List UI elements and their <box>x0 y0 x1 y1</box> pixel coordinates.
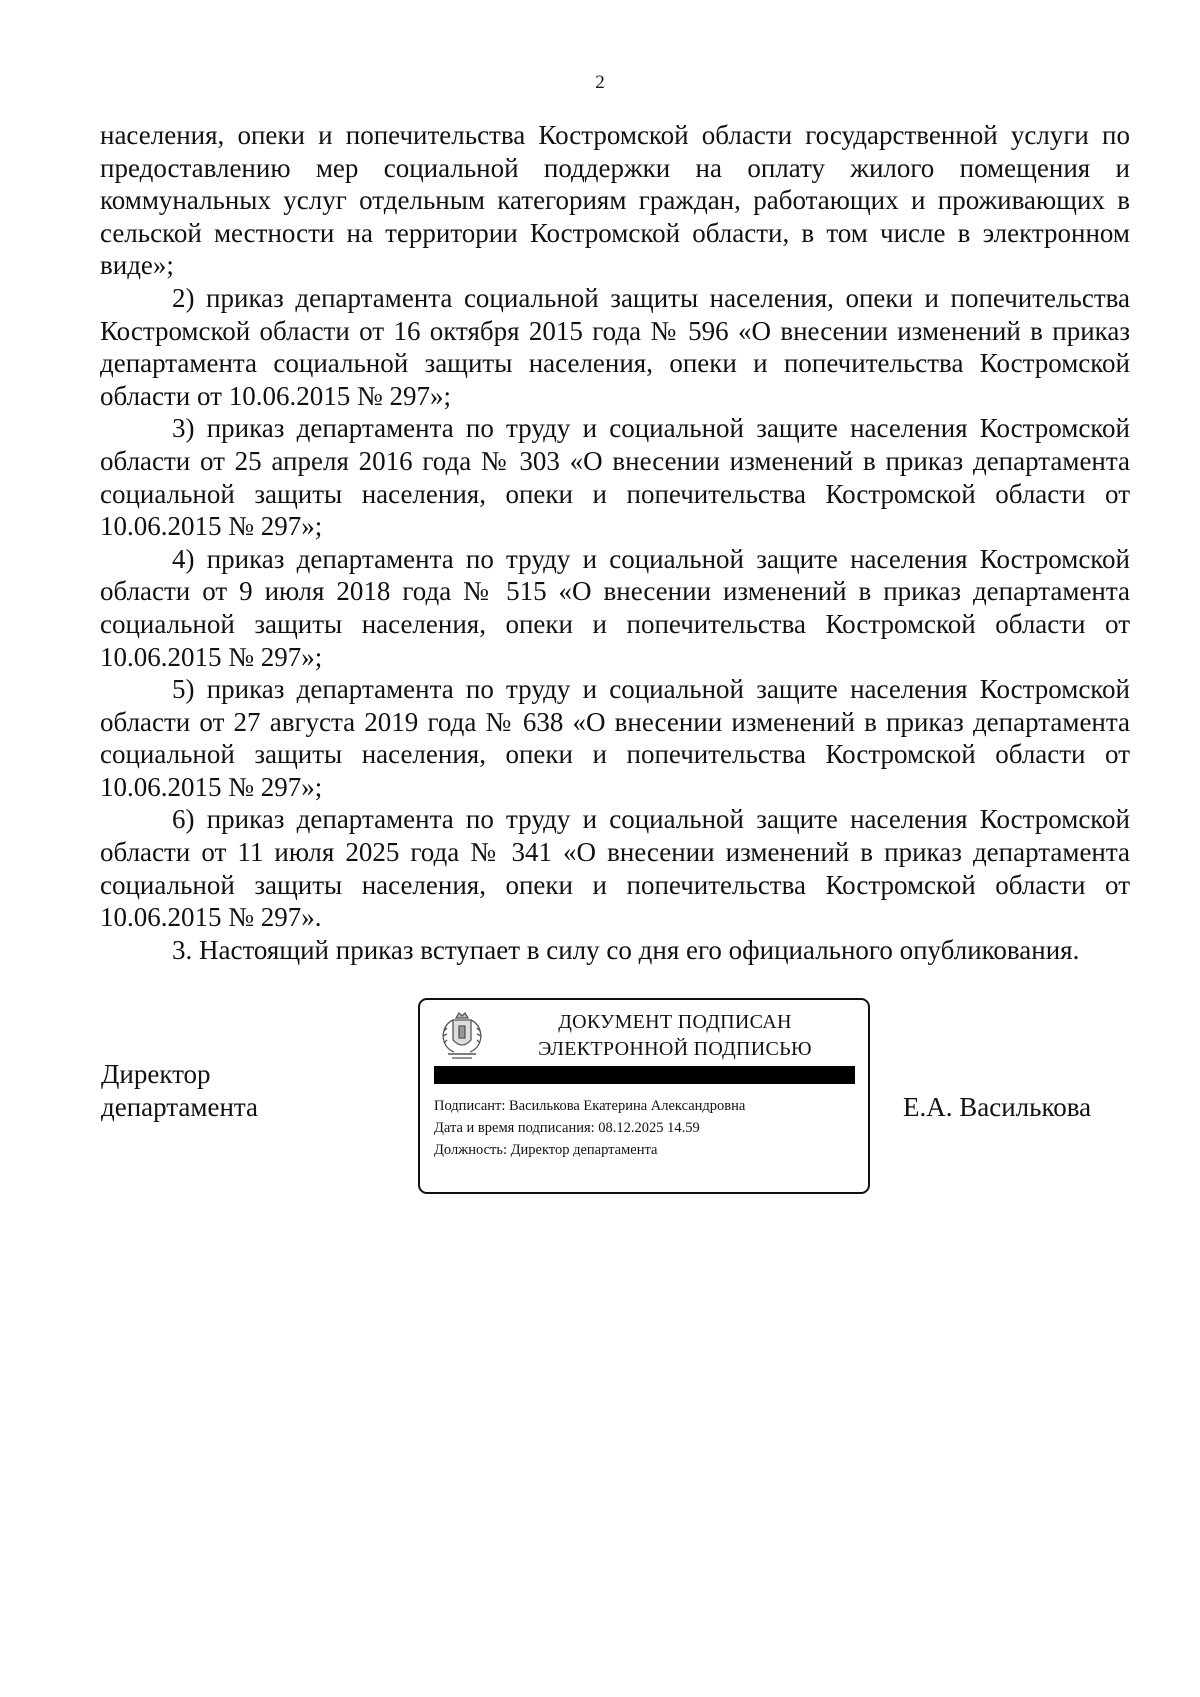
coat-of-arms-icon <box>434 1008 490 1064</box>
stamp-title <box>510 1009 840 1063</box>
paragraph-item-6: 6) приказ департамента по труду и социальной защите населения Костромской области от 11 июля 2025 года № 341 «О внесении изменений в приказ департамента социальной защиты населения, опеки и попечительства Костромской области от 10.06.2015 № 297». <box>100 804 1130 933</box>
paragraph-effective-date: 3. Настоящий приказ вступает в силу со дня его официального опубликования. <box>172 934 1080 965</box>
signatory-position <box>101 1058 258 1124</box>
document-body <box>100 119 1130 966</box>
paragraph-continuation: населения, опеки и попечительства Костромской области государственной услуги по предоставлению мер социальной поддержки на оплату жилого помещения и коммунальных услуг отдельным категориям граждан, работающих и проживающих в сельской местности на территории Костромской области, в том числе в электронном виде»; <box>100 120 1130 281</box>
electronic-signature-stamp <box>418 998 870 1194</box>
signatory-position-line1: Директор <box>101 1059 211 1089</box>
paragraph-item-5: 5) приказ департамента по труду и социальной защите населения Костромской области от 27 августа 2019 года № 638 «О внесении изменений в приказ департамента социальной защиты населения, опеки и попечительства Костромской области от 10.06.2015 № 297»; <box>100 674 1130 802</box>
paragraph-item-2: 2) приказ департамента социальной защиты населения, опеки и попечительства Костромской области от 16 октября 2015 года № 596 «О внесении изменений в приказ департамента социальной защиты населения, опеки и попечительства Костромской области от 10.06.2015 № 297»; <box>100 282 1130 411</box>
signatory-name: Е.А. Василькова <box>903 1092 1092 1122</box>
signatory-position-line2: департамента <box>101 1092 259 1122</box>
page-number: 2 <box>595 72 605 93</box>
stamp-datetime: Дата и время подписания: 08.12.2025 14.59 <box>434 1120 700 1136</box>
stamp-title-line1: ДОКУМЕНТ ПОДПИСАН <box>558 1011 792 1033</box>
stamp-position: Должность: Директор департамента <box>434 1142 658 1158</box>
paragraph-item-3: 3) приказ департамента по труду и социальной защите населения Костромской области от 25 апреля 2016 года № 303 «О внесении изменений в приказ департамента социальной защиты населения, опеки и попечительства Костромской области от 10.06.2015 № 297»; <box>100 413 1130 542</box>
stamp-title-line2: ЭЛЕКТРОННОЙ ПОДПИСЬЮ <box>538 1038 812 1060</box>
stamp-details <box>434 1095 854 1161</box>
stamp-signer: Подписант: Василькова Екатерина Александровна <box>434 1098 746 1114</box>
certificate-redaction-bar <box>434 1066 855 1084</box>
paragraph-item-4: 4) приказ департамента по труду и социальной защите населения Костромской области от 9 июля 2018 года № 515 «О внесении изменений в приказ департамента социальной защиты населения, опеки и попечительства Костромской области от 10.06.2015 № 297»; <box>100 543 1130 672</box>
